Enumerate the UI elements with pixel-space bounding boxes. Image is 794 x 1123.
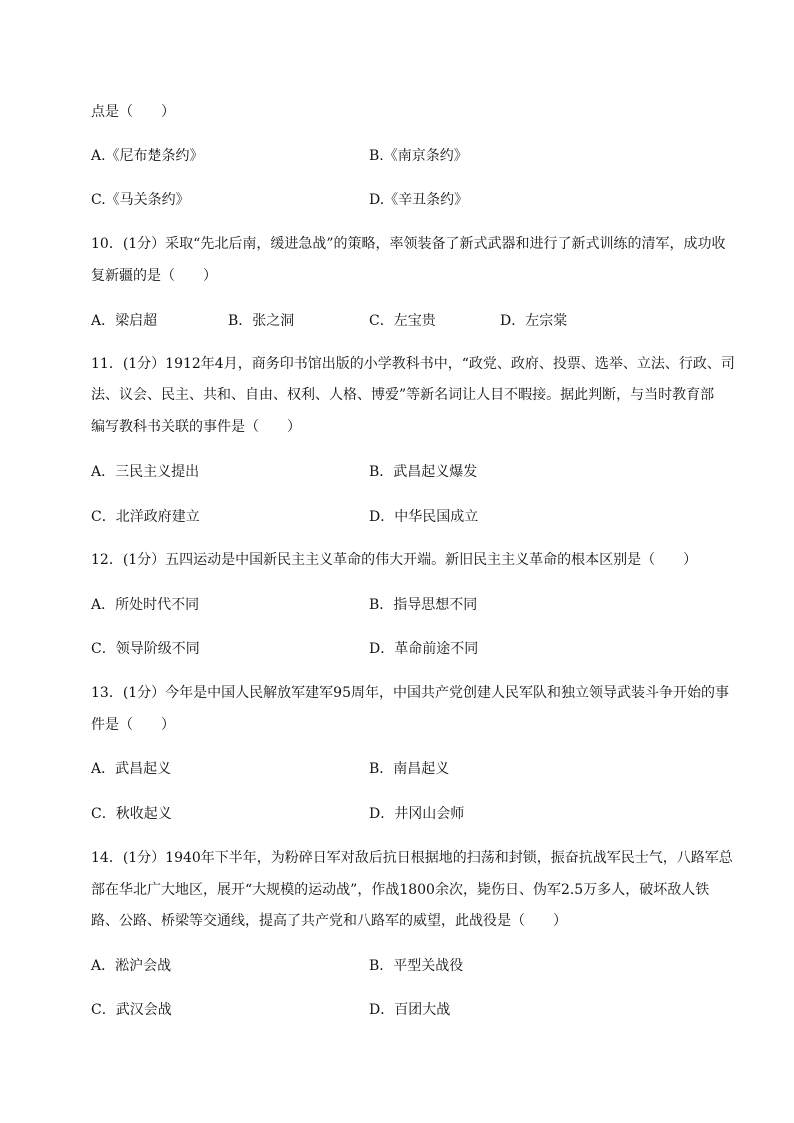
question-14-option-a: A．淞沪会战	[91, 958, 172, 974]
question-10-option-b: B．张之洞	[228, 313, 295, 329]
question-11-option-c: C．北洋政府建立	[91, 509, 200, 525]
question-10-stem-line-1: 10．(1分）采取“先北后南，缓进急战”的策略，率领装备了新式武器和进行了新式训练的清军，成功收	[91, 236, 726, 252]
question-11-stem-line-3: 编写教科书关联的事件是（ ）	[91, 419, 301, 435]
question-13-option-c: C．秋收起义	[91, 806, 172, 822]
question-13-option-a: A．武昌起义	[91, 761, 172, 777]
question-13-stem-line-2: 件是（ ）	[91, 717, 175, 733]
question-14-stem-line-3: 路、公路、桥梁等交通线，提高了共产党和八路军的威望，此战役是（ ）	[91, 913, 567, 929]
question-10-option-d: D．左宗棠	[500, 313, 568, 329]
question-14-option-d: D．百团大战	[369, 1002, 451, 1018]
question-9-option-a: A.《尼布楚条约》	[91, 148, 204, 164]
question-11-stem-line-1: 11．(1分）1912年4月，商务印书馆出版的小学教科书中，“政党、政府、投票、选举、立法、行政、司	[91, 356, 735, 372]
question-11-option-a: A．三民主义提出	[91, 464, 200, 480]
question-10-stem-line-2: 复新疆的是（ ）	[91, 268, 217, 284]
question-10-option-c: C．左宝贵	[369, 313, 436, 329]
question-9-continuation: 点是（ ）	[91, 104, 175, 120]
question-9-option-b: B.《南京条约》	[369, 148, 468, 164]
question-14-stem-line-2: 部在华北广大地区，展开“大规模的运动战”，作战1800余次，毙伤日、伪军2.5万多人，破坏敌人铁	[91, 882, 710, 898]
question-13-option-b: B．南昌起义	[369, 761, 450, 777]
question-10-option-a: A．梁启超	[91, 313, 158, 329]
question-14-stem-line-1: 14．(1分）1940年下半年，为粉碎日军对敌后抗日根据地的扫荡和封锁，振奋抗战军民士气，八路军总	[91, 850, 733, 866]
question-12-option-a: A．所处时代不同	[91, 597, 200, 613]
question-13-option-d: D．井冈山会师	[369, 806, 465, 822]
question-11-stem-line-2: 法、议会、民主、共和、自由、权利、人格、博爱”等新名词让人目不暇接。据此判断，与当时教育部	[91, 387, 715, 403]
question-12-option-b: B．指导思想不同	[369, 597, 478, 613]
question-11-option-d: D．中华民国成立	[369, 509, 479, 525]
question-9-option-d: D.《辛丑条约》	[369, 192, 469, 208]
question-14-option-c: C．武汉会战	[91, 1002, 172, 1018]
question-12-option-c: C．领导阶级不同	[91, 641, 200, 657]
question-14-option-b: B．平型关战役	[369, 958, 464, 974]
question-12-stem-line-1: 12．(1分）五四运动是中国新民主主义革命的伟大开端。新旧民主主义革命的根本区别是（ ）	[91, 552, 698, 568]
question-9-option-c: C.《马关条约》	[91, 192, 190, 208]
question-12-option-d: D．革命前途不同	[369, 641, 479, 657]
question-11-option-b: B．武昌起义爆发	[369, 464, 478, 480]
question-13-stem-line-1: 13．(1分）今年是中国人民解放军建军95周年，中国共产党创建人民军队和独立领导武装斗争开始的事	[91, 685, 729, 701]
